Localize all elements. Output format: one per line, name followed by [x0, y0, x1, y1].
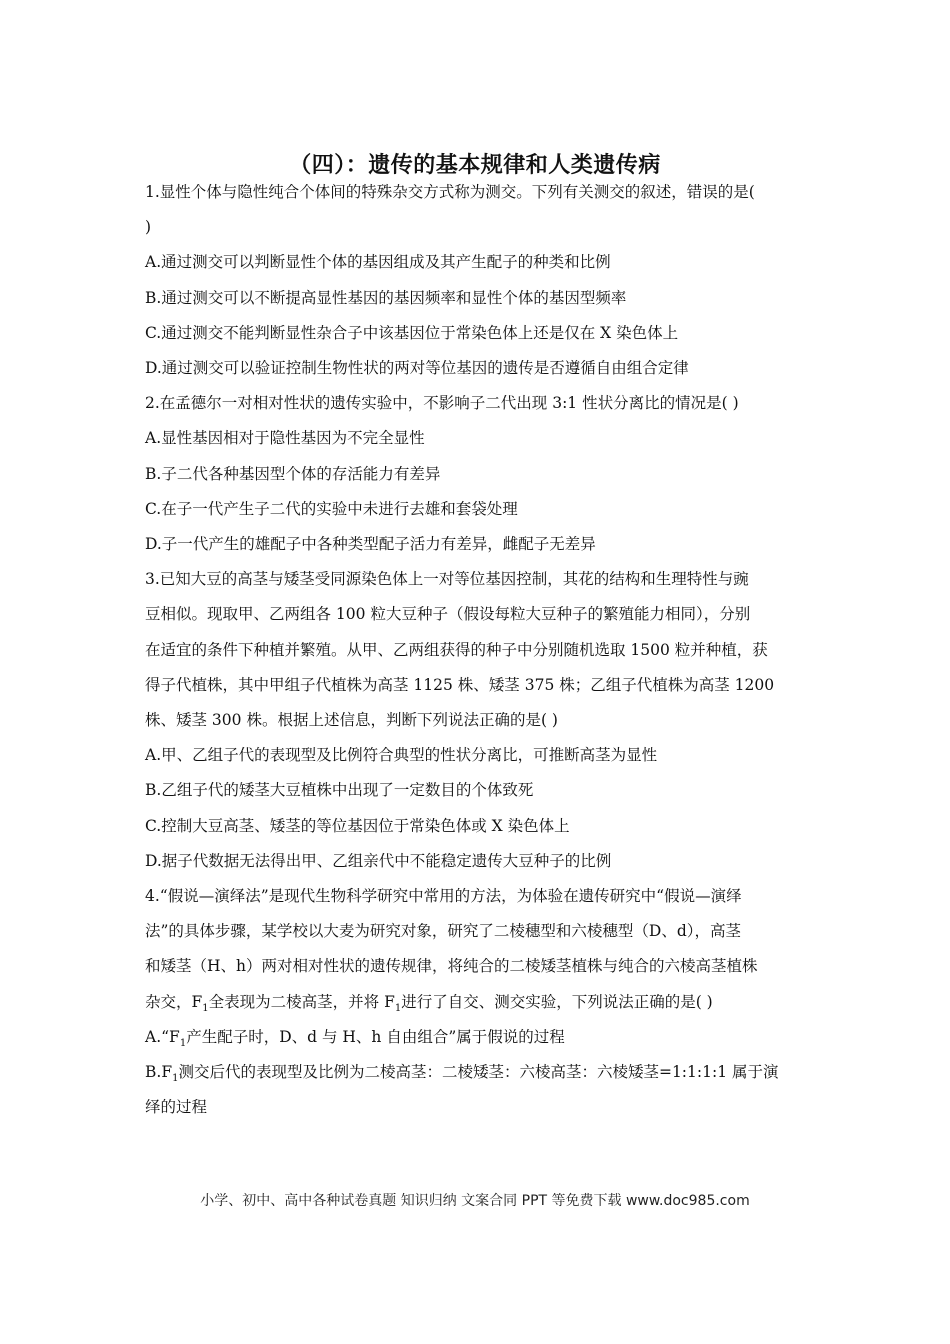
text-line: A.显性基因相对于隐性基因为不完全显性 [145, 429, 425, 448]
text-line: 3.已知大豆的高茎与矮茎受同源染色体上一对等位基因控制，其花的结构和生理特性与豌 [145, 570, 749, 589]
text-line: 豆相似。现取甲、乙两组各 100 粒大豆种子（假设每粒大豆种子的繁殖能力相同），分别 [145, 605, 751, 624]
text-line: D.通过测交可以验证控制生物性状的两对等位基因的遗传是否遵循自由组合定律 [145, 359, 689, 378]
text-line: C.在子一代产生子二代的实验中未进行去雄和套袋处理 [145, 499, 518, 518]
text-line: C.控制大豆高茎、矮茎的等位基因位于常染色体或 X 染色体上 [145, 816, 570, 835]
text-fragment: 杂交，F [145, 992, 203, 1011]
text-line: C.通过测交不能判断显性杂合子中该基因位于常染色体上还是仅在 X 染色体上 [145, 323, 679, 342]
page-title: （四）：遗传的基本规律和人类遗传病 [289, 153, 661, 178]
text-line: A.通过测交可以判断显性个体的基因组成及其产生配子的种类和比例 [145, 253, 611, 272]
text-fragment: 产生配子时，D、d 与 H、h 自由组合”属于假说的过程 [186, 1027, 565, 1046]
text-line: A.甲、乙组子代的表现型及比例符合典型的性状分离比，可推断高茎为显性 [145, 746, 658, 765]
subscript: 1 [179, 1037, 187, 1049]
text-line: 4.“假说—演绎法”是现代生物科学研究中常用的方法，为体验在遗传研究中“假说—演绎 [145, 887, 742, 906]
text-line: B.乙组子代的矮茎大豆植株中出现了一定数目的个体致死 [145, 781, 534, 800]
text-line [145, 1055, 810, 1090]
text-line: 2.在孟德尔一对相对性状的遗传实验中，不影响子二代出现 3:1 性状分离比的情况是( ) [145, 394, 739, 413]
subscript: 1 [394, 1002, 402, 1014]
text-line [145, 985, 810, 1020]
text-line: 1.显性个体与隐性纯合个体间的特殊杂交方式称为测交。下列有关测交的叙述，错误的是( [145, 183, 755, 201]
text-fragment: B.F [145, 1063, 173, 1082]
text-line: 和矮茎（H、h）两对相对性状的遗传规律，将纯合的二棱矮茎植株与纯合的六棱高茎植株 [145, 957, 758, 976]
text-line: ) [145, 218, 152, 237]
text-line: 法”的具体步骤，某学校以大麦为研究对象，研究了二棱穗型和六棱穗型（D、d），高茎 [145, 922, 742, 941]
subscript: 1 [172, 1073, 179, 1085]
text-fragment: A.“F [145, 1027, 180, 1046]
text-line: 在适宜的条件下种植并繁殖。从甲、乙两组获得的种子中分别随机选取 1500 粒并种植，获 [145, 640, 768, 659]
page-footer: 小学、初中、高中各种试卷真题 知识归纳 文案合同 PPT 等免费下载 www.doc985.com [200, 1193, 750, 1209]
subscript: 1 [202, 1002, 209, 1014]
text-line: 得子代植株，其中甲组子代植株为高茎 1125 株、矮茎 375 株；乙组子代植株为高茎 1200 [145, 675, 775, 694]
text-line: 绎的过程 [145, 1098, 208, 1117]
text-line: D.子一代产生的雄配子中各种类型配子活力有差异，雌配子无差异 [145, 535, 596, 554]
document-body [145, 175, 810, 1125]
text-fragment: 测交后代的表现型及比例为二棱高茎：二棱矮茎：六棱高茎：六棱矮茎=1:1:1:1 属于演 [178, 1063, 779, 1082]
text-line: B.子二代各种基因型个体的存活能力有差异 [145, 464, 441, 483]
text-line: B.通过测交可以不断提高显性基因的基因频率和显性个体的基因型频率 [145, 288, 627, 307]
text-line: D.据子代数据无法得出甲、乙组亲代中不能稳定遗传大豆种子的比例 [145, 851, 612, 870]
text-line: 株、矮茎 300 株。根据上述信息，判断下列说法正确的是( ) [145, 711, 558, 730]
text-line [145, 1020, 810, 1055]
text-fragment: 全表现为二棱高茎，并将 F [208, 992, 395, 1011]
text-fragment: 进行了自交、测交实验，下列说法正确的是( ) [401, 992, 713, 1011]
